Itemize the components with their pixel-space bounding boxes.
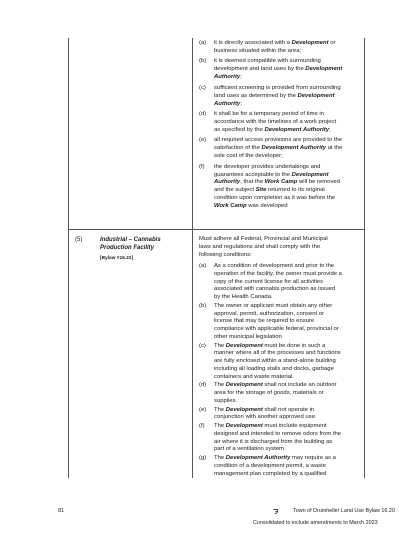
work-camp-item-text-line: development and land uses by the Development xyxy=(214,66,343,73)
table-row-divider xyxy=(68,229,364,230)
cannabis-item-text-line: approval, permit, authorization, consent or xyxy=(214,310,325,317)
cannabis-item-text-line: air where it is discharged from the building as xyxy=(214,438,333,445)
work-camp-item-text-line: the developer provides undertakings and xyxy=(214,163,321,170)
cannabis-item-text-line: As a condition of development and prior to the xyxy=(214,262,335,269)
work-camp-item-text-line: accordance with the timelines of a work project xyxy=(214,118,337,125)
page-number: 81 xyxy=(58,508,64,514)
cannabis-item-label: (c) xyxy=(199,342,206,349)
work-camp-item-text-line: it is deemed compatible with surrounding xyxy=(214,58,321,65)
work-camp-item-text-line: condition upon completion as it was before the xyxy=(214,195,336,202)
cannabis-item-label: (e) xyxy=(199,406,207,413)
work-camp-item-label: (b) xyxy=(199,58,207,65)
work-camp-item-label: (e) xyxy=(199,137,207,144)
work-camp-item-label: (c) xyxy=(199,84,206,91)
row-number: (5) xyxy=(75,237,83,243)
cannabis-item-text-line: designed and intended to remove odors from the xyxy=(214,430,342,437)
town-logo-icon xyxy=(272,508,279,515)
cannabis-item-text-line: The Development must include equipment xyxy=(214,422,327,429)
cannabis-item-label: (b) xyxy=(199,302,207,309)
cannabis-item-text-line: part of a ventilation system. xyxy=(214,446,286,453)
cannabis-item-text-line: are fully enclosed within a stand-alone building xyxy=(214,358,336,365)
work-camp-item-text-line: sole cost of the developer; xyxy=(214,153,283,160)
conditions-intro-line: Must adhere all Federal, Provincial and Municipal xyxy=(199,236,328,242)
work-camp-item-text-line: it shall be for a temporary period of time in xyxy=(214,111,325,117)
work-camp-item-text-line: Authority; xyxy=(214,100,242,107)
cannabis-item-text-line: condition of a development permit, a waste xyxy=(214,462,326,469)
consolidation-note: Consolidated to include amendments to March 2023 xyxy=(253,520,378,526)
work-camp-item-label: (d) xyxy=(199,111,207,117)
cannabis-item-text-line: management plan completed by a qualified xyxy=(214,470,327,477)
row-title-line-2: Production Facility xyxy=(100,245,155,251)
cannabis-item-text-line: manner where all of the processes and functions xyxy=(214,350,341,357)
work-camp-item-text-line: satisfaction of the Development Authority at the xyxy=(214,145,343,152)
work-camp-item-label: (a) xyxy=(199,40,207,46)
cannabis-item-text-line: associated with cannabis production as issued xyxy=(214,286,336,293)
cannabis-item-text-line: including all loading stalls and docks, garbage xyxy=(214,366,334,373)
cannabis-item-text-line: The Development Authority may require as a xyxy=(214,454,336,461)
cannabis-item-text-line: license that may be required to ensure xyxy=(214,318,315,325)
cannabis-item-text-line: copy of the current license for all activities xyxy=(214,278,324,285)
cannabis-item-text-line: The Development must be done in such a xyxy=(214,342,326,349)
conditions-intro-line: following conditions: xyxy=(199,251,252,258)
work-camp-item-text-line: business situated within the area; xyxy=(214,47,302,54)
work-camp-item-text-line: and the subject Site returned to its original xyxy=(214,187,325,194)
row-title-line-1: Industrial – Cannabis xyxy=(100,237,161,243)
cannabis-item-text-line: area for the storage of goods, materials or xyxy=(214,390,324,397)
work-camp-item-text-line: guarantees acceptable to the Development xyxy=(214,171,329,178)
work-camp-item-text-line: sufficient screening is provided from surrounding xyxy=(214,84,341,91)
work-camp-item-text-line: all required access provisions are provided to the xyxy=(214,137,343,144)
cannabis-item-text-line: The owner or applicant must obtain any other xyxy=(214,302,333,309)
table-column-divider xyxy=(192,38,193,478)
cannabis-item-text-line: operation of the facility, the owner must provide a xyxy=(214,270,342,277)
work-camp-item-text-line: land uses as determined by the Development xyxy=(214,92,335,99)
table-left-border xyxy=(68,38,69,478)
cannabis-item-text-line: other municipal legislation xyxy=(214,334,282,341)
bylaw-reference: [Bylaw #16.22] xyxy=(100,256,134,261)
cannabis-item-text-line: The Development shall not operate in xyxy=(214,406,315,413)
cannabis-item-label: (a) xyxy=(199,262,207,269)
cannabis-item-label: (f) xyxy=(199,422,205,429)
cannabis-item-text-line: The Development shall not include an outdoor xyxy=(214,382,337,389)
cannabis-item-text-line: containers and waste material. xyxy=(214,374,294,381)
work-camp-item-text-line: Authority; xyxy=(214,74,242,81)
work-camp-item-text-line: it is directly associated with a Development or xyxy=(214,40,336,46)
cannabis-item-label: (g) xyxy=(199,454,207,461)
work-camp-item-text-line: as specified by the Development Authority; xyxy=(214,126,331,133)
cannabis-item-text-line: compliance with applicable federal, provincial or xyxy=(214,326,339,333)
cannabis-item-text-line: supplies. xyxy=(214,398,238,405)
document-title: Town of Drumheller Land Use Bylaw 16.20 xyxy=(293,508,395,514)
work-camp-item-text-line: Authority, that the Work Camp will be removed xyxy=(214,179,340,186)
conditions-intro-line: laws and regulations and shall comply with the xyxy=(199,243,321,250)
table-right-border xyxy=(364,38,365,478)
cannabis-item-label: (d) xyxy=(199,382,207,389)
work-camp-item-text-line: Work Camp was developed xyxy=(214,203,288,210)
work-camp-item-label: (f) xyxy=(199,163,205,170)
cannabis-item-text-line: conjunction with another approved use. xyxy=(214,414,317,421)
cannabis-item-text-line: by the Health Canada. xyxy=(214,294,273,301)
